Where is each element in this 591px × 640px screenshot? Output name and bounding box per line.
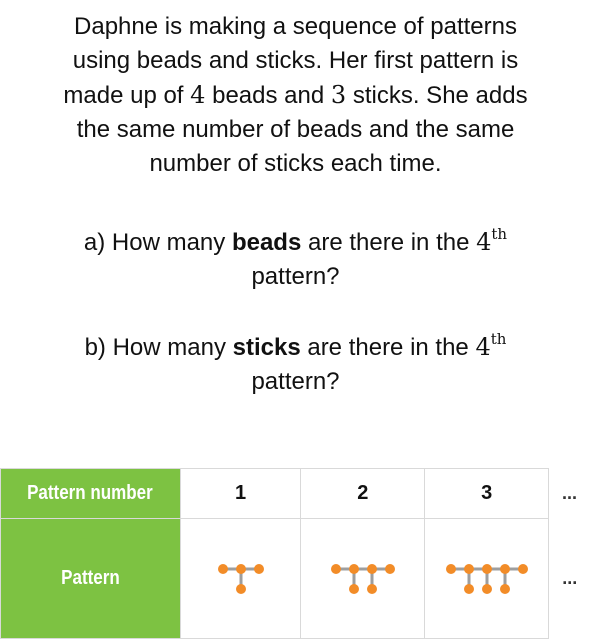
question-a-line-2: pattern? xyxy=(251,263,340,290)
intro-text: made up of xyxy=(63,82,184,109)
pattern-number-cell: 3 xyxy=(425,469,549,519)
question-a-suffix: are there in the xyxy=(308,229,470,256)
pattern-row xyxy=(1,519,591,639)
ordinal xyxy=(476,225,508,256)
pattern-2-figure xyxy=(328,557,398,601)
pattern-1-figure xyxy=(215,557,267,601)
bead xyxy=(446,564,456,574)
intro-line-2: using beads and sticks. Her first pattern is xyxy=(72,47,519,74)
intro-text: beads and xyxy=(212,82,325,109)
ellipsis: ... xyxy=(562,483,578,503)
bead xyxy=(367,584,377,594)
question-b xyxy=(0,322,591,399)
bead xyxy=(518,564,528,574)
question-b-line-1 xyxy=(0,322,591,365)
bead xyxy=(349,564,359,574)
bead xyxy=(349,584,359,594)
stick-count: 3 xyxy=(330,81,347,109)
bead xyxy=(385,564,395,574)
pattern-number-cell: 2 xyxy=(301,469,425,519)
intro-line-5: number of sticks each time. xyxy=(149,150,442,177)
question-b-line-2: pattern? xyxy=(251,368,340,395)
intro-line-4: the same number of beads and the same xyxy=(76,116,515,143)
bead xyxy=(464,584,474,594)
pattern-number-header: Pattern number xyxy=(1,469,181,519)
question-a-prefix: a) How many xyxy=(83,229,226,256)
bead xyxy=(331,564,341,574)
ellipsis: ... xyxy=(562,568,578,588)
intro-line-3 xyxy=(10,78,581,113)
bead xyxy=(218,564,228,574)
question-a-keyword: beads xyxy=(231,229,302,256)
pattern-table xyxy=(0,468,591,639)
bead-count: 4 xyxy=(190,81,206,109)
question-b-prefix: b) How many xyxy=(84,334,226,361)
bead xyxy=(254,564,264,574)
ordinal-number: 4 xyxy=(476,228,492,256)
question-b-suffix: are there in the xyxy=(307,334,469,361)
pattern-cell xyxy=(301,519,425,639)
ordinal xyxy=(475,330,507,361)
bead xyxy=(500,564,510,574)
bead xyxy=(236,584,246,594)
pattern-number-cell: 1 xyxy=(180,469,301,519)
ordinal-suffix: th xyxy=(490,330,507,348)
pattern-cell xyxy=(180,519,301,639)
question-b-keyword: sticks xyxy=(232,334,301,361)
bead xyxy=(236,564,246,574)
intro-line-1: Daphne is making a sequence of patterns xyxy=(74,13,517,40)
bead xyxy=(367,564,377,574)
pattern-3-figure xyxy=(443,557,531,601)
ordinal-number: 4 xyxy=(475,333,491,361)
pattern-cell xyxy=(425,519,549,639)
question-a-line-1 xyxy=(0,217,591,260)
question-a xyxy=(0,217,591,294)
bead xyxy=(482,584,492,594)
bead xyxy=(464,564,474,574)
bead xyxy=(500,584,510,594)
pattern-number-row xyxy=(1,469,591,519)
bead xyxy=(482,564,492,574)
intro-text: sticks. She adds xyxy=(352,82,528,109)
pattern-header: Pattern xyxy=(1,519,181,639)
problem-intro xyxy=(10,10,581,181)
ordinal-suffix: th xyxy=(491,225,508,243)
